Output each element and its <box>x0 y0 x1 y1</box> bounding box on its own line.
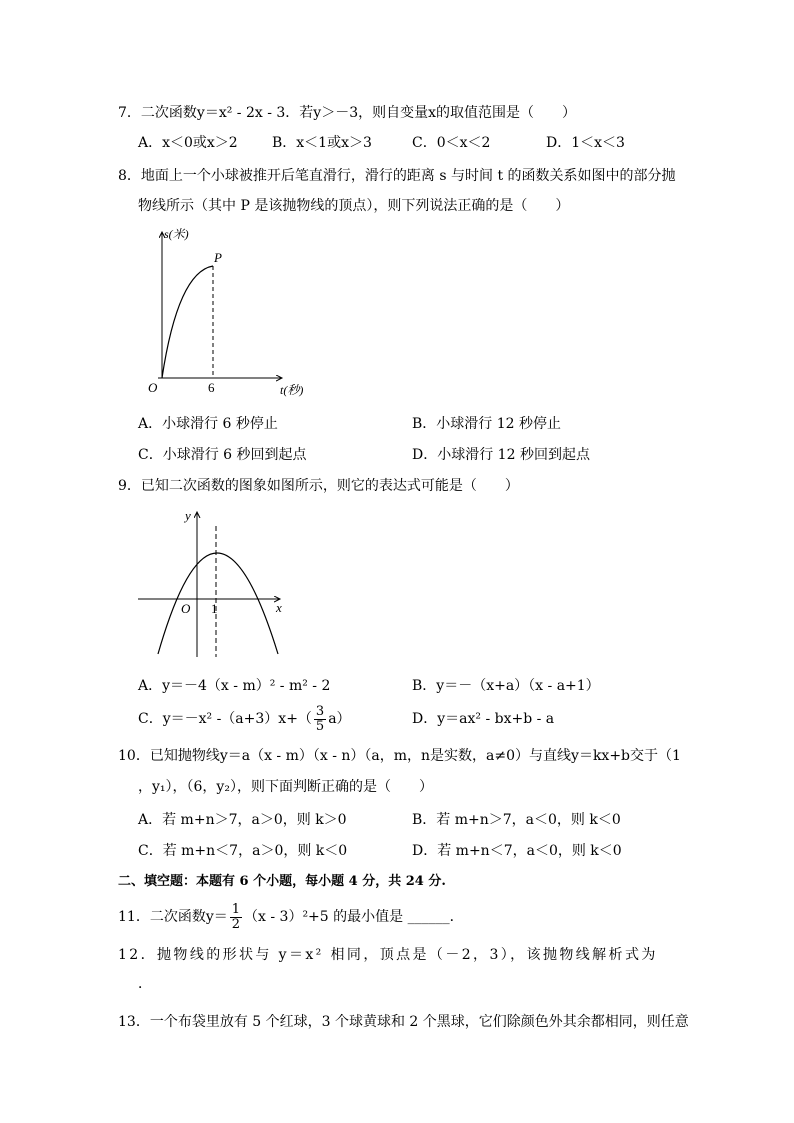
q11-num: 1 <box>231 901 241 917</box>
q8-stem-line1: 8．地面上一个小球被推开后笔直滑行，滑行的距离 s 与时间 t 的函数关系如图中的部分抛 <box>118 168 676 184</box>
q12-stem-line2: ． <box>138 976 152 992</box>
q10-stem-line1: 10．已知抛物线y＝a（x - m）（x - n）（a，m，n是实数，a≠0）与直线y＝kx+b交于（1 <box>118 748 681 764</box>
q9-option-d: D．y＝ax² - bx+b - a <box>412 711 555 727</box>
q13-stem: 13．一个布袋里放有 5 个红球，3 个球黄球和 2 个黑球，它们除颜色外其余都相同，则任意 <box>118 1014 689 1030</box>
q8-tick-6: 6 <box>208 380 215 395</box>
section-2-title: 二、填空题：本题有 6 个小题，每小题 4 分，共 24 分. <box>118 874 446 889</box>
q8-graph <box>130 222 320 402</box>
q9-y-label: y <box>185 508 191 523</box>
q8-origin: O <box>148 380 158 395</box>
q9-option-a: A．y＝－4（x - m）² - m² - 2 <box>138 678 331 694</box>
q9-option-c-fraction <box>314 705 326 734</box>
q11-post: （x - 3）²+5 的最小值是 ______． <box>244 909 464 925</box>
q8-x-label: t(秒) <box>280 383 304 397</box>
q7-option-b: B．x＜1或x＞3 <box>272 135 372 151</box>
q7-stem: 7．二次函数y＝x² - 2x - 3．若y＞－3，则自变量x的取值范围是（ ） <box>118 105 577 121</box>
q9-option-b: B．y＝－（x+a）（x - a+1） <box>412 678 600 694</box>
q10-option-c: C．若 m+n＜7，a＞0，则 k＜0 <box>138 843 348 859</box>
q9-stem: 9．已知二次函数的图象如图所示，则它的表达式可能是（ ） <box>118 478 519 494</box>
q11-fraction <box>230 903 242 932</box>
q9-option-c-pre: C．y＝－x² -（a+3）x+（ <box>138 711 312 727</box>
q9-option-c-post: a） <box>328 711 351 727</box>
q8-y-label: s(米) <box>164 227 189 241</box>
q9-option-c-num: 3 <box>315 703 325 719</box>
q9-graph <box>130 502 300 662</box>
q9-option-c <box>138 702 351 736</box>
q8-option-d: D．小球滑行 12 秒回到起点 <box>412 447 590 463</box>
q11-den: 2 <box>231 916 241 932</box>
q10-option-d: D．若 m+n＜7，a＜0，则 k＜0 <box>412 843 622 859</box>
q9-option-c-den: 5 <box>315 718 325 734</box>
q8-option-c: C．小球滑行 6 秒回到起点 <box>138 447 307 463</box>
q10-option-a: A．若 m+n＞7，a＞0，则 k＞0 <box>138 812 347 828</box>
q11-pre: 11．二次函数y＝ <box>118 909 228 925</box>
q9-x-label: x <box>276 600 282 615</box>
q10-stem-line2: ，y₁），（6，y₂），则下面判断正确的是（ ） <box>138 779 433 795</box>
q8-parabola <box>162 266 213 378</box>
q12-stem-line1: 12．抛物线的形状与 y＝x² 相同，顶点是（－2，3），该抛物线解析式为 <box>118 947 658 963</box>
q7-option-c: C．0＜x＜2 <box>412 135 491 151</box>
q8-vertex-p: P <box>214 250 222 265</box>
q7-option-d: D．1＜x＜3 <box>546 135 625 151</box>
q8-option-b: B．小球滑行 12 秒停止 <box>412 416 562 432</box>
q9-tick-1: 1 <box>211 601 218 616</box>
q8-option-a: A．小球滑行 6 秒停止 <box>138 416 278 432</box>
q8-stem-line2: 物线所示（其中 P 是该抛物线的顶点），则下列说法正确的是（ ） <box>138 198 570 214</box>
q10-option-b: B．若 m+n＞7，a＜0，则 k＜0 <box>412 812 621 828</box>
q9-origin: O <box>181 601 191 616</box>
q11-stem <box>118 900 464 934</box>
q9-parabola <box>158 553 278 654</box>
q7-option-a: A．x＜0或x＞2 <box>138 135 238 151</box>
